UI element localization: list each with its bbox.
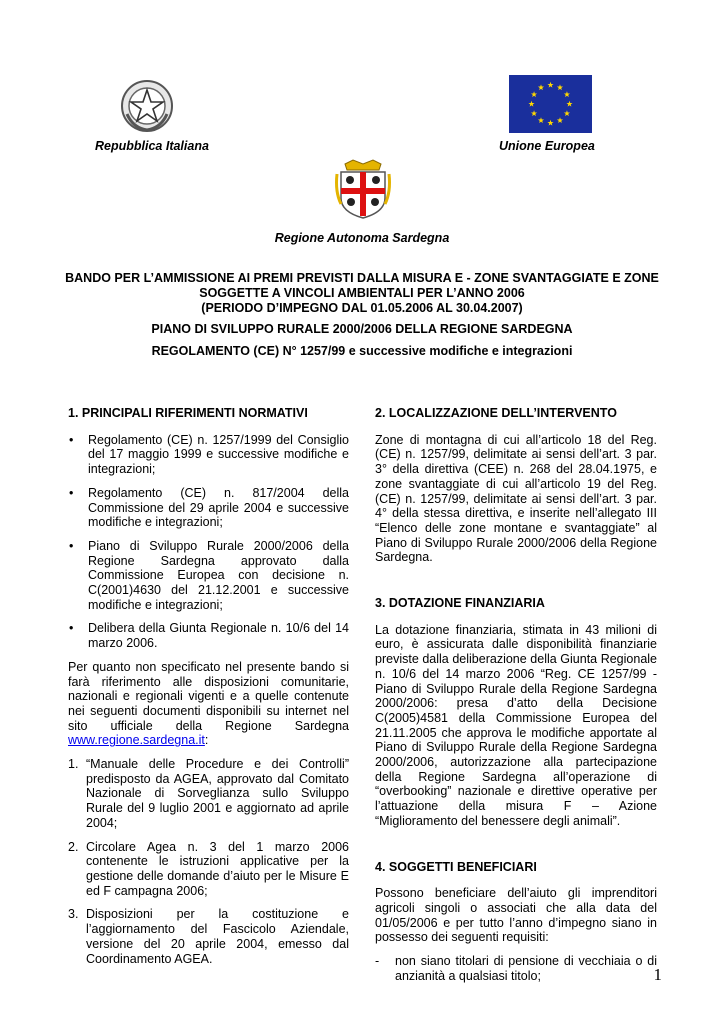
italian-republic-emblem-icon: [119, 78, 175, 134]
paragraph-text: Per quanto non specificato nel presente bando si farà riferimento alle disposizioni comunitarie, nazionali e regionali vigenti e a quelle contenute nei seguenti documenti disponibili su internet nel sito ufficiale della Regione Sardegna: [68, 659, 349, 733]
section-1-heading: 1. PRINCIPALI RIFERIMENTI NORMATIVI: [68, 406, 308, 420]
eu-star-icon: [531, 110, 537, 116]
list-item-text: non siano titolari di pensione di vecchiaia o di anzianità a qualsiasi titolo;: [395, 954, 657, 983]
eu-star-icon: [547, 120, 553, 126]
list-item-text: Circolare Agea n. 3 del 1 marzo 2006 contenente le istruzioni applicative per la gestione delle domande d’aiuto per le Misure E ed F campagna 2006;: [86, 839, 349, 898]
eu-star-icon: [557, 84, 563, 90]
page-number: 1: [653, 965, 662, 984]
section-3-heading: 3. DOTAZIONE FINANZIARIA: [375, 596, 545, 611]
regulation-subtitle: REGOLAMENTO (CE) N° 1257/99 e successive modifiche e integrazioni: [151, 344, 573, 358]
list-item: [68, 757, 349, 831]
dash-marker: -: [375, 954, 380, 969]
bullet-marker: •: [69, 432, 74, 447]
eu-star-icon: [557, 117, 563, 123]
left-column: [68, 406, 349, 975]
bullet-marker: •: [69, 621, 74, 636]
list-item: [375, 954, 657, 983]
eu-star-icon: [547, 82, 553, 88]
eu-star-icon: [531, 91, 537, 97]
list-item: [68, 539, 349, 613]
italian-republic-label: Repubblica Italiana: [95, 139, 209, 153]
document-title: [40, 271, 684, 316]
eu-star-icon: [538, 117, 544, 123]
list-number: 3.: [68, 907, 79, 922]
list-item-text: “Manuale delle Procedure e dei Controlli” predisposto da AGEA, approvato dal Comitato Nazionale di Sorveglianza sullo Sviluppo Rurale del 9 luglio 2001 e aggiornato ad aprile 2004;: [86, 757, 349, 830]
list-item-text: Piano di Sviluppo Rurale 2000/2006 della Regione Sardegna approvato dalla Commissione Europea con decisione n. C(2001)4630 del 21.12.2001 e successive modifiche e integrazioni;: [88, 538, 349, 612]
european-union-label: Unione Europea: [499, 139, 595, 153]
eu-flag-icon: [509, 75, 592, 133]
list-item: [68, 840, 349, 899]
bullet-marker: •: [69, 485, 74, 500]
title-line: BANDO PER L’AMMISSIONE AI PREMI PREVISTI DALLA MISURA E - ZONE SVANTAGGIATE E ZONE: [65, 271, 659, 285]
link-suffix: :: [204, 733, 209, 748]
sardinia-crest-icon: [333, 158, 393, 220]
section-4-text: Possono beneficiare dell’aiuto gli imprenditori agricoli singoli o associati che alla data del 01/05/2006 e per tutto l’anno d’impegno siano in possesso dei seguenti requisiti:: [375, 886, 657, 945]
list-item: [68, 907, 349, 966]
title-line: SOGGETTE A VINCOLI AMBIENTALI PER L’ANNO 2006: [199, 286, 525, 300]
eu-star-icon: [528, 101, 534, 107]
list-number: 2.: [68, 839, 79, 854]
title-line: (PERIODO D’IMPEGNO DAL 01.05.2006 AL 30.04.2007): [201, 301, 523, 315]
list-item-text: Regolamento (CE) n. 817/2004 della Commissione del 29 aprile 2004 e successive modifiche e integrazioni;: [88, 485, 349, 530]
sardinia-region-label: Regione Autonoma Sardegna: [274, 231, 450, 245]
section-3-text: La dotazione finanziaria, stimata in 43 milioni di euro, è assicurata dalle disponibilità finanziarie previste dalla deliberazione della Giunta Regionale n. 10/6 del 14 marzo 2006 “Reg. CE 1257/99 - Piano di Sviluppo Rurale della Regione Sardegna 2000/2006: presa d’atto della Decisione C(2005)4581 della Commissione Europea del 21.11.2005 che approva le modifiche apportate al Piano di Sviluppo Rurale della Regione Sardegna 2000/2006, autorizzazione alla partecipazione della Regione Sardegna all’operazione di “overbooking” nazionale e direttive operative per l’attuazione della misura F – Azione “Miglioramento del benessere degli animali”.: [375, 622, 657, 828]
documents-list: [68, 757, 349, 966]
eu-star-icon: [564, 91, 570, 97]
requirements-list: [375, 954, 657, 983]
list-item-text: Regolamento (CE) n. 1257/1999 del Consiglio del 17 maggio 1999 e successive modifiche e integrazioni;: [88, 432, 349, 477]
list-item: [68, 621, 349, 650]
reference-paragraph: [68, 660, 349, 748]
region-website-link[interactable]: www.regione.sardegna.it: [68, 733, 205, 748]
program-subtitle: PIANO DI SVILUPPO RURALE 2000/2006 DELLA REGIONE SARDEGNA: [151, 322, 573, 336]
eu-star-icon: [566, 101, 572, 107]
right-column: [375, 406, 657, 990]
section-2-heading: 2. LOCALIZZAZIONE DELL’INTERVENTO: [375, 406, 617, 420]
list-number: 1.: [68, 757, 79, 772]
list-item: [68, 433, 349, 477]
bullet-marker: •: [69, 538, 74, 553]
section-4-heading: 4. SOGGETTI BENEFICIARI: [375, 859, 537, 874]
list-item: [68, 486, 349, 530]
list-item-text: Delibera della Giunta Regionale n. 10/6 del 14 marzo 2006.: [88, 621, 349, 651]
eu-star-icon: [564, 110, 570, 116]
eu-star-icon: [538, 84, 544, 90]
section-2-text: Zone di montagna di cui all’articolo 18 del Reg. (CE) n. 1257/99, delimitate ai sensi dell’art. 3 par. 3° della direttiva (CEE) n. 268 del 28.04.1975, e zone svantaggiate di cui all’articolo 19 del Reg. (CE) n. 1257/99, delimitate ai sensi dell’art. 3 par. 4° della stessa direttiva, e inserite nell’allegato III “Elenco delle zone montane e svantaggiate” al Piano di Sviluppo Rurale 2000/2006 della Regione Sardegna.: [375, 432, 657, 565]
list-item-text: Disposizioni per la costituzione e l’aggiornamento del Fascicolo Aziendale, versione del 20 aprile 2004, emesso dal Coordinamento AGEA.: [86, 907, 349, 966]
regulation-list: [68, 433, 349, 651]
